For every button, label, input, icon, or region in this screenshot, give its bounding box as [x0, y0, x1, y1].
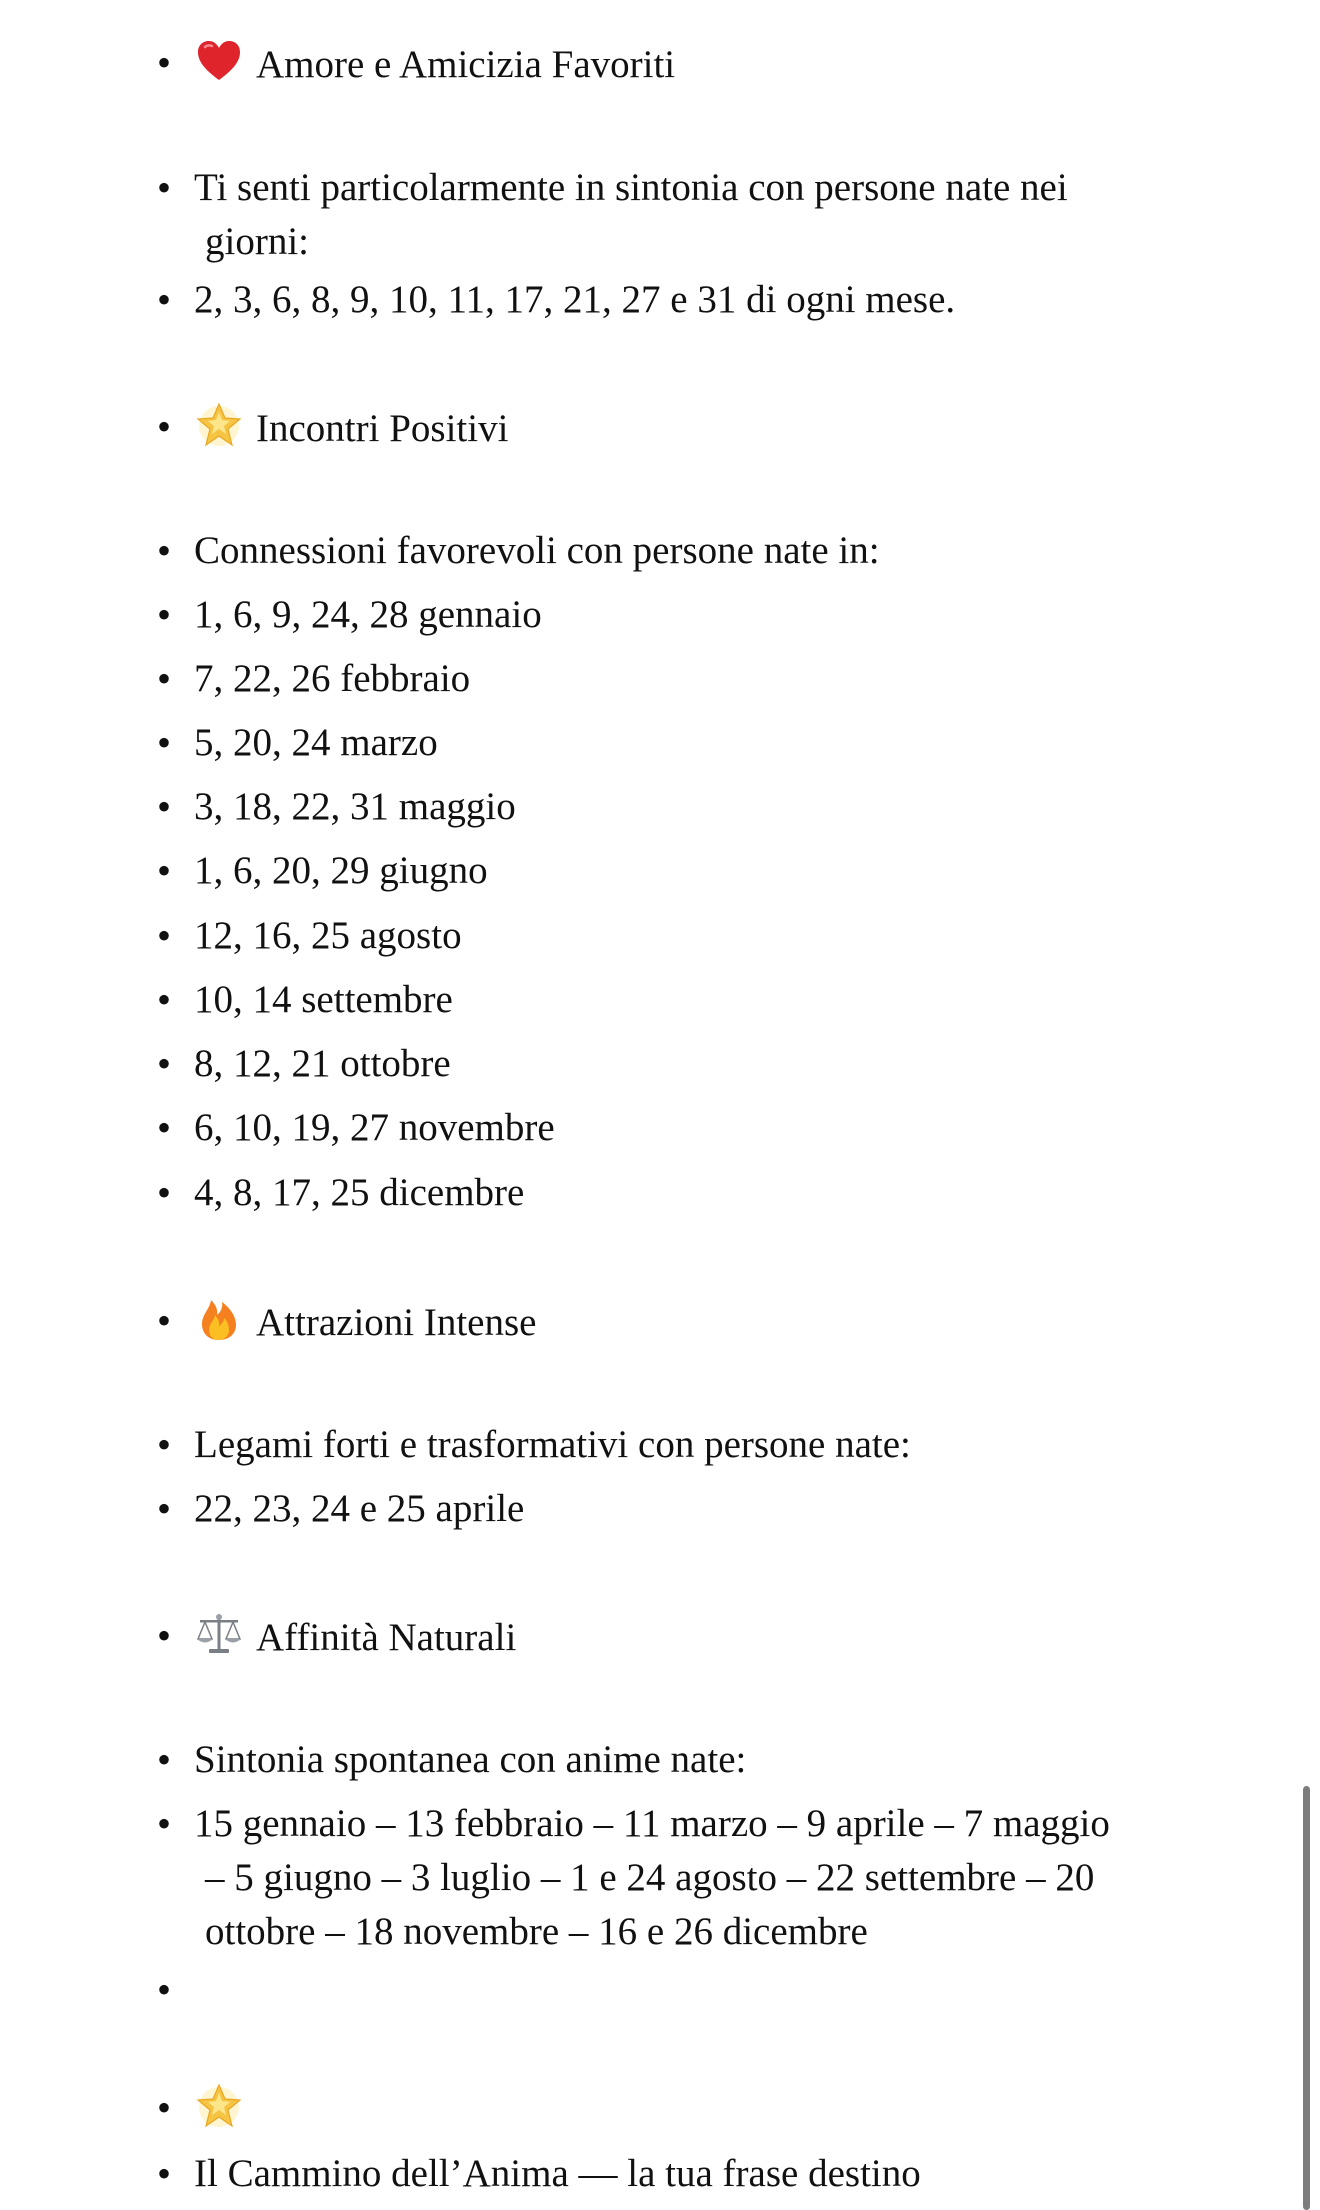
list-item-text: 1, 6, 20, 29 giugno [194, 849, 488, 892]
bullet: • [157, 404, 172, 449]
section-heading: Attrazioni Intense [256, 1301, 537, 1344]
list-item [157, 973, 1203, 1027]
bullet: • [157, 656, 172, 701]
list-item-text: 4, 8, 17, 25 dicembre [194, 1171, 525, 1214]
bullet: • [157, 1422, 172, 1467]
list-item-text-cont: ottobre – 18 novembre – 16 e 26 dicembre [205, 1910, 868, 1953]
bullet: • [157, 784, 172, 829]
list-item-text: Il Cammino dell’Anima — la tua frase destino [194, 2152, 921, 2195]
star-icon [194, 400, 244, 450]
list-item [157, 1418, 1203, 1472]
list-item-text: 22, 23, 24 e 25 aprile [194, 1487, 525, 1530]
section-heading: Affinità Naturali [256, 1616, 517, 1659]
list-item-text: 2, 3, 6, 8, 9, 10, 11, 17, 21, 27 e 31 di ogni mese. [194, 278, 956, 321]
list-item-text: 3, 18, 22, 31 maggio [194, 785, 516, 828]
list-item [157, 909, 1203, 963]
bullet: • [157, 1967, 172, 2012]
heart-icon [194, 36, 244, 86]
bullet: • [157, 592, 172, 637]
list-item [157, 161, 1203, 269]
bullet: • [157, 1613, 172, 1658]
list-item [157, 1166, 1203, 1220]
bullet: • [157, 1298, 172, 1343]
bullet: • [157, 848, 172, 893]
list-item [157, 524, 1203, 578]
list-item-text: 10, 14 settembre [194, 978, 453, 1021]
list-item-star [157, 2081, 1203, 2137]
list-item-heading-amore [157, 36, 1203, 92]
list-item [157, 844, 1203, 898]
list-item-text: 8, 12, 21 ottobre [194, 1042, 451, 1085]
bullet: • [157, 2085, 172, 2130]
bullet: • [157, 277, 172, 322]
list-item-heading-affinita [157, 1609, 1203, 1665]
bullet: • [157, 1170, 172, 1215]
list-item-text: 1, 6, 9, 24, 28 gennaio [194, 593, 542, 636]
list-item [157, 780, 1203, 834]
list-item-heading-incontri [157, 400, 1203, 456]
list-item-text: Ti senti particolarmente in sintonia con persone nate nei [194, 166, 1068, 209]
bullet: • [157, 40, 172, 85]
fire-icon [194, 1294, 244, 1344]
vertical-scrollbar[interactable] [1303, 1786, 1310, 2210]
list-item [157, 716, 1203, 770]
bullet: • [157, 913, 172, 958]
list-item-text-cont: giorni: [205, 220, 309, 263]
list-item-text: 12, 16, 25 agosto [194, 914, 462, 957]
bullet: • [157, 528, 172, 573]
bullet: • [157, 165, 172, 210]
list-item [157, 652, 1203, 706]
bullet: • [157, 977, 172, 1022]
balance-scale-icon [194, 1609, 244, 1659]
bullet: • [157, 1737, 172, 1782]
list-item-text: Legami forti e trasformativi con persone nate: [194, 1423, 911, 1466]
section-heading: Amore e Amicizia Favoriti [256, 43, 676, 86]
list-item-cammino [157, 2147, 1203, 2201]
list-item-text: 7, 22, 26 febbraio [194, 657, 471, 700]
list-item [157, 1797, 1203, 1959]
list-item [157, 1482, 1203, 1536]
bullet: • [157, 1486, 172, 1531]
list-item [157, 1733, 1203, 1787]
bullet: • [157, 1801, 172, 1846]
star-icon [194, 2081, 244, 2131]
bullet: • [157, 1105, 172, 1150]
list-item [157, 273, 1203, 327]
list-item-text: Sintonia spontanea con anime nate: [194, 1738, 747, 1781]
list-item-text-cont: – 5 giugno – 3 luglio – 1 e 24 agosto – 22 settembre – 20 [205, 1856, 1095, 1899]
list-item-text: 5, 20, 24 marzo [194, 721, 438, 764]
list-item-text: 6, 10, 19, 27 novembre [194, 1106, 555, 1149]
section-heading: Incontri Positivi [256, 407, 509, 450]
list-item-text: Connessioni favorevoli con persone nate in: [194, 529, 880, 572]
list-item [157, 588, 1203, 642]
bullet: • [157, 1041, 172, 1086]
list-item [157, 1037, 1203, 1091]
bullet: • [157, 720, 172, 765]
bullet: • [157, 2151, 172, 2196]
list-item [157, 1101, 1203, 1155]
list-item-heading-attrazioni [157, 1294, 1203, 1350]
list-item-text: 15 gennaio – 13 febbraio – 11 marzo – 9 aprile – 7 maggio [194, 1802, 1110, 1845]
